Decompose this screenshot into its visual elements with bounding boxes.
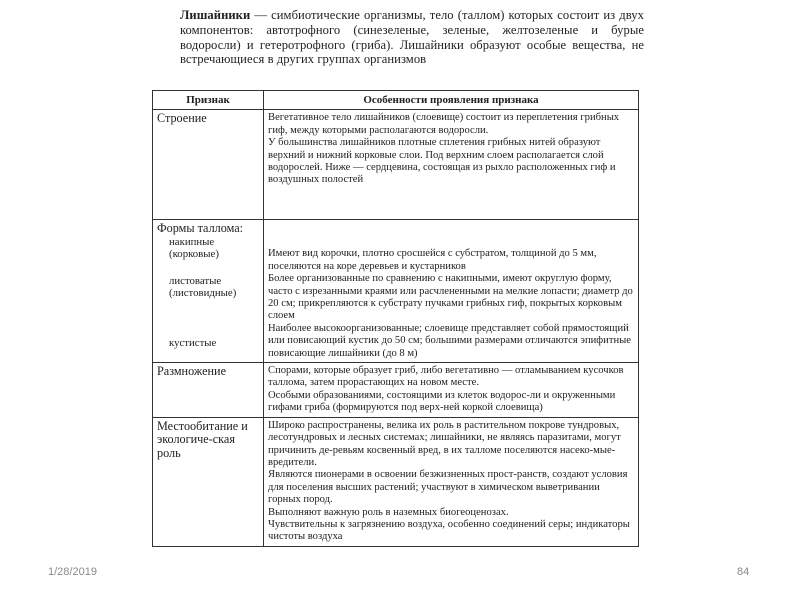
structure-p2: У большинства лишайников плотные сплетения грибных нитей образуют верхний и нижний корковые слои. Под верхним слоем располагается слой водорослей. Ниже — сердцевина, состоящая из рыхло расположенных гиф и воздушных полостей	[268, 137, 616, 186]
form-bush-desc: Наиболее высокоорганизованные; слоевище представляет собой прямостоящий или повисающий кустик до 50 см; большими размерами отличаются эпифитные повисающие лишайники (до 8 м)	[268, 322, 631, 359]
row-label-structure: Строение	[153, 110, 264, 220]
form-leaf-name: листоватые (листовидные)	[169, 274, 237, 300]
habitat-p1: Широко распространены, велика их роль в растительном покрове тундровых, лесотундровых и лесных системах; лишайники, не являясь паразитами, могут причинить де-ревьям косвенный вред, в их талломе поселяются насеко-мые-вредители.	[268, 419, 621, 468]
table-row-reproduction	[153, 363, 639, 418]
intro-term: Лишайники	[180, 8, 251, 22]
form-leaf-desc: Более организованные по сравнению с накипными, имеют округлую форму, часто с изрезанными краями или расчлененными на мелкие лопасти; диаметр до 20 см; прикрепляются к субстрату пучками грибных гиф, покрытых корковым слоем	[268, 273, 633, 322]
row-content-forms	[264, 220, 639, 363]
table-header-row	[153, 91, 639, 110]
row-label-habitat: Местообитание и экологиче-ская роль	[153, 417, 264, 546]
intro-text: — симбиотические организмы, тело (таллом) которых состоит из двух компонентов: автотрофного (синезеленые, зеленые, желтозеленые и бурые водоросли) и гетеротрофного (гриба). Лишайники образуют особые вещества, не встречающиеся в других группах организмов	[180, 8, 644, 67]
form-crust-name: накипные (корковые)	[169, 235, 219, 261]
table-row-habitat	[153, 417, 639, 546]
table-row-structure	[153, 110, 639, 220]
header-feature: Признак	[153, 91, 264, 110]
habitat-p2: Являются пионерами в освоении безжизненных прост-ранств, создают условия для поселения высших растений; участвуют в химическом выветривании горных пород.	[268, 469, 628, 506]
forms-title: Формы таллома:	[157, 221, 244, 236]
slide-number: 84	[737, 566, 750, 578]
form-crust-desc: Имеют вид корочки, плотно сросшейся с субстратом, толщиной до 5 мм, поселяются на коре деревьев и кустарников	[268, 248, 597, 272]
habitat-p3: Выполняют важную роль в наземных биогеоценозах.	[268, 506, 509, 518]
footer-date: 1/28/2019	[48, 566, 97, 578]
table-row-forms	[153, 220, 639, 363]
header-details: Особенности проявления признака	[264, 91, 639, 110]
reproduction-p2: Особыми образованиями, состоящими из клеток водорос-ли и окруженными гифами гриба (формируются под верх-ней коркой слоевища)	[268, 389, 616, 414]
row-label-reproduction: Размножение	[153, 363, 264, 418]
row-content-structure	[264, 110, 639, 220]
row-content-reproduction	[264, 363, 639, 418]
structure-p1: Вегетативное тело лишайников (слоевище) состоит из переплетения грибных гиф, между которыми располагаются водоросли.	[268, 112, 620, 136]
lichen-table	[152, 90, 639, 547]
row-content-habitat	[264, 417, 639, 546]
reproduction-p1: Спорами, которые образует гриб, либо вегетативно — отламыванием кусочков таллома, затем прорастающих на новом месте.	[268, 365, 624, 389]
habitat-p4: Чувствительны к загрязнению воздуха, особенно соединений серы; индикаторы чистоты воздуха	[268, 518, 630, 543]
form-bush-name: кустистые	[169, 336, 217, 349]
row-label-forms	[153, 220, 264, 363]
intro-paragraph	[180, 8, 644, 67]
